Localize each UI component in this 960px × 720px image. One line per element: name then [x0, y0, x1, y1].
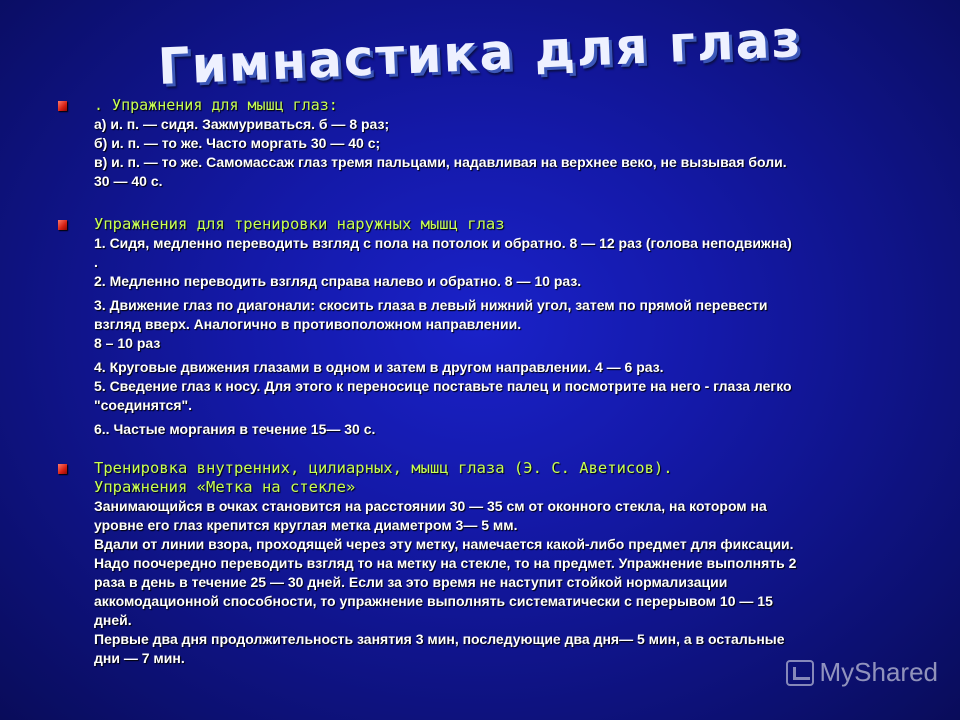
text-line: раза в день в течение 25 — 30 дней. Если за это время не наступит стойкой нормализации: [94, 574, 728, 590]
text-line: Занимающийся в очках становится на расстоянии 30 — 35 см от оконного стекла, на котором на: [94, 498, 767, 514]
text-line: Вдали от линии взора, проходящей через эту метку, намечается какой-либо предмет для фиксации.: [94, 536, 794, 552]
section-subheading: Упражнения «Метка на стекле»: [94, 478, 356, 496]
slide-content: [58, 96, 928, 668]
bullet-icon: [58, 464, 67, 474]
text-line: б) и. п. — то же. Часто моргать 30 — 40 с;: [94, 135, 381, 151]
section-heading: . Упражнения для мышц глаз:: [94, 96, 338, 114]
section-eye-muscles: [58, 96, 928, 191]
text-line: дней.: [94, 612, 132, 628]
text-line: Первые два дня продолжительность занятия 3 мин, последующие два дня— 5 мин, а в остальные: [94, 631, 785, 647]
text-line: "соединятся".: [94, 397, 193, 413]
text-line: аккомодационной способности, то упражнение выполнять систематически с перерывом 10 — 15: [94, 593, 773, 609]
text-line: 6.. Частые моргания в течение 15— 30 с.: [94, 421, 376, 437]
text-line: а) и. п. — сидя. Зажмуриваться. б — 8 раз;: [94, 116, 390, 132]
section-heading: Упражнения для тренировки наружных мышц глаз: [94, 215, 505, 233]
text-line: 2. Медленно переводить взгляд справа налево и обратно. 8 — 10 раз.: [94, 273, 582, 289]
bullet-icon: [58, 101, 67, 111]
text-line: Надо поочередно переводить взгляд то на метку на стекле, то на предмет. Упражнение выполнять 2: [94, 555, 797, 571]
text-line: 4. Круговые движения глазами в одном и затем в другом направлении. 4 — 6 раз.: [94, 359, 664, 375]
section-heading: Тренировка внутренних, цилиарных, мышц глаза (Э. С. Аветисов).: [94, 459, 673, 477]
section-ciliary-muscles: [58, 459, 928, 668]
text-line: уровне его глаз крепится круглая метка диаметром 3— 5 мм.: [94, 517, 518, 533]
bullet-icon: [58, 220, 67, 230]
chart-logo-icon: [786, 660, 814, 686]
text-line: в) и. п. — то же. Самомассаж глаз тремя пальцами, надавливая на верхнее веко, не вызывая боли.: [94, 154, 787, 170]
watermark-text: MyShared: [819, 657, 938, 687]
text-line: взгляд вверх. Аналогично в противоположном направлении.: [94, 316, 522, 332]
text-line: 30 — 40 с.: [94, 173, 163, 189]
text-line: 8 – 10 раз: [94, 335, 161, 351]
text-line: 1. Сидя, медленно переводить взгляд с пола на потолок и обратно. 8 — 12 раз (голова неподвижна): [94, 235, 792, 251]
text-line: 3. Движение глаз по диагонали: скосить глаза в левый нижний угол, затем по прямой перевести: [94, 297, 768, 313]
text-line: .: [94, 254, 98, 270]
text-line: 5. Сведение глаз к носу. Для этого к переносице поставьте палец и посмотрите на него - глаза легко: [94, 378, 792, 394]
slide-title: Гимнастика для глаз: [156, 9, 804, 97]
watermark: [786, 657, 939, 688]
section-outer-muscles: [58, 215, 928, 439]
text-line: дни — 7 мин.: [94, 650, 185, 666]
